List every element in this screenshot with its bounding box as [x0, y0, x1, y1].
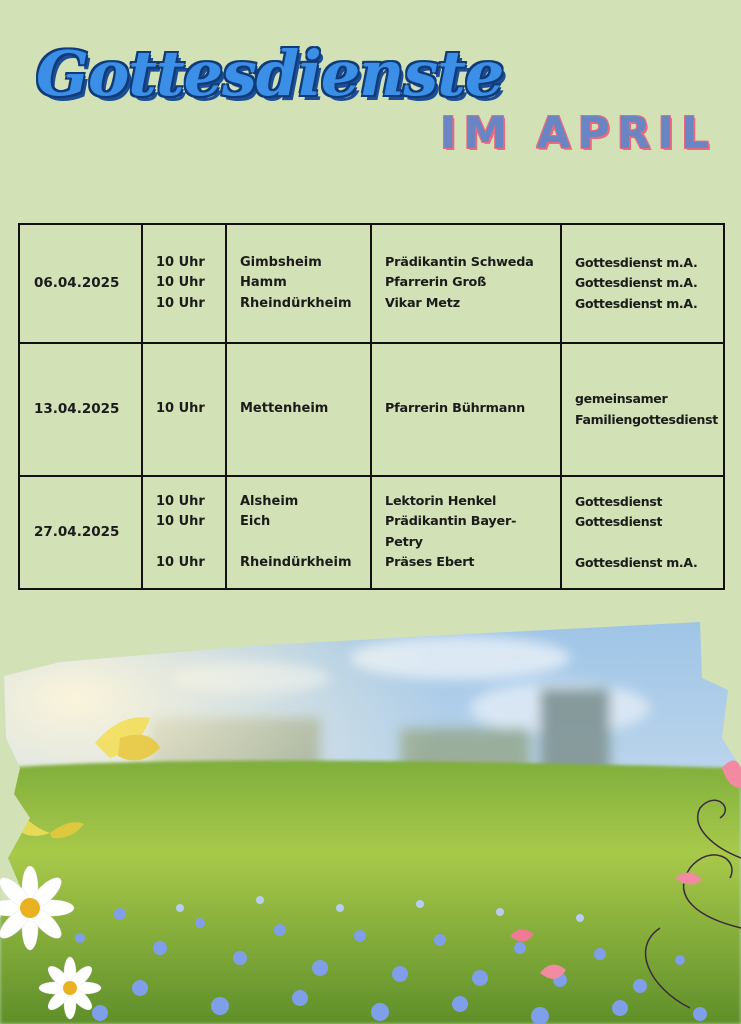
- person-cell: [371, 224, 561, 343]
- place-cell: [226, 476, 371, 589]
- person-cell: [371, 343, 561, 476]
- time-cell: [142, 343, 226, 476]
- table-row: [19, 343, 724, 476]
- time-text: 10 Uhr: [156, 254, 205, 270]
- person-text: Prädikantin Bayer-: [385, 514, 517, 529]
- table-row: [19, 224, 724, 343]
- person-text: Lektorin Henkel: [385, 493, 497, 509]
- place-cell: [226, 343, 371, 476]
- spacer: [575, 533, 710, 554]
- spacer: [156, 533, 212, 554]
- person-text: Vikar Metz: [385, 295, 460, 311]
- place-text: Alsheim: [240, 493, 299, 509]
- person-text: Prädikantin Schweda: [385, 254, 534, 270]
- service-type-cell: [561, 476, 724, 589]
- time-text: 10 Uhr: [156, 514, 205, 529]
- time-text: 10 Uhr: [156, 295, 205, 311]
- person-text: Präses Ebert: [385, 555, 475, 570]
- service-text: Gottesdienst: [575, 514, 663, 529]
- date-cell: 13.04.2025: [19, 343, 142, 476]
- date-cell: 06.04.2025: [19, 224, 142, 343]
- spacer: [240, 533, 357, 554]
- service-type-cell: [561, 343, 724, 476]
- place-text: Gimbsheim: [240, 254, 322, 270]
- date-cell: 27.04.2025: [19, 476, 142, 589]
- service-text: gemeinsamer: [575, 391, 668, 406]
- time-text: 10 Uhr: [156, 275, 205, 291]
- service-text: Gottesdienst: [575, 493, 663, 509]
- service-text: Gottesdienst m.A.: [575, 555, 698, 570]
- person-text: Pfarrerin Bührmann: [385, 401, 526, 417]
- person-cell: [371, 476, 561, 589]
- service-schedule-table: [18, 223, 725, 590]
- place-text: Rheindürkheim: [240, 295, 352, 311]
- spring-meadow-image: [0, 618, 741, 1024]
- place-text: Eich: [240, 514, 271, 529]
- page-title: Gottesdienste: [36, 37, 504, 110]
- table-row: [19, 476, 724, 589]
- time-text: 10 Uhr: [156, 555, 205, 570]
- meadow-illustration: [0, 618, 741, 1024]
- service-text: Gottesdienst m.A.: [575, 275, 698, 291]
- place-cell: [226, 224, 371, 343]
- page-subtitle: IM APRIL: [440, 108, 717, 159]
- time-text: 10 Uhr: [156, 493, 205, 509]
- time-cell: [142, 476, 226, 589]
- service-text: Gottesdienst m.A.: [575, 254, 698, 270]
- place-text: Hamm: [240, 275, 287, 291]
- service-text: Familiengottesdienst: [575, 411, 718, 427]
- time-text: 10 Uhr: [156, 401, 205, 417]
- time-cell: [142, 224, 226, 343]
- place-text: Rheindürkheim: [240, 555, 352, 570]
- person-text: Petry: [385, 534, 423, 550]
- service-type-cell: [561, 224, 724, 343]
- service-text: Gottesdienst m.A.: [575, 295, 698, 311]
- person-text: Pfarrerin Groß: [385, 275, 487, 291]
- place-text: Mettenheim: [240, 401, 329, 417]
